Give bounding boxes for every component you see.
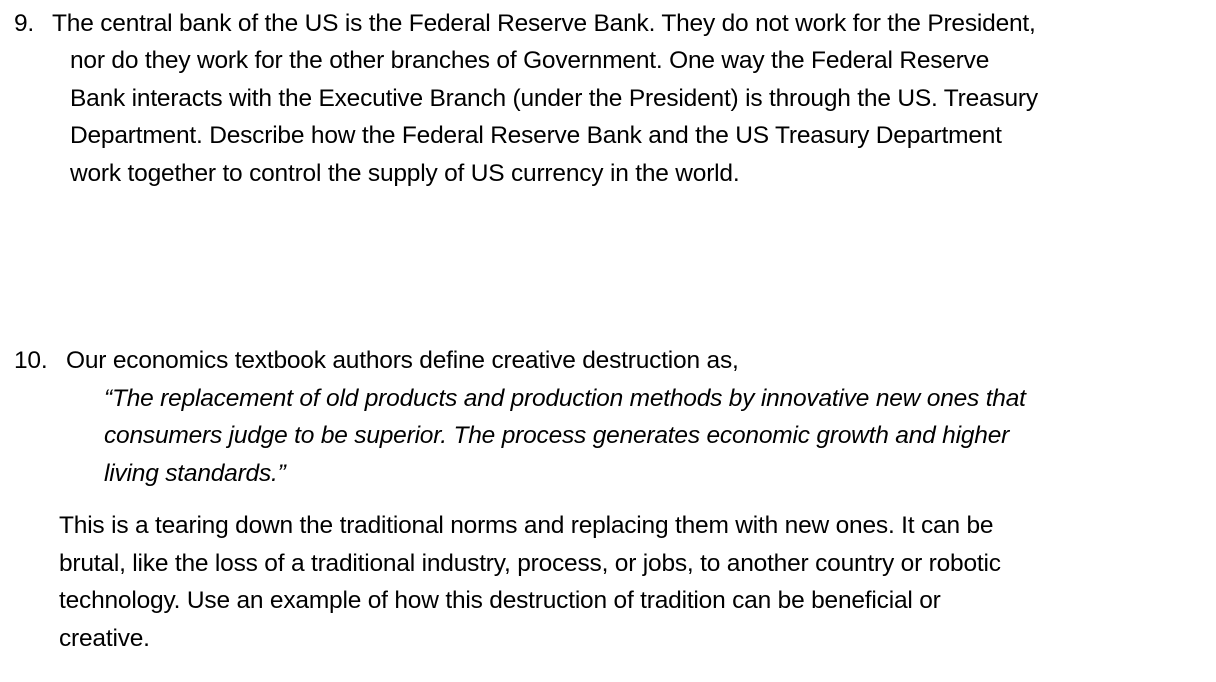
question-9-line: work together to control the supply of US currency in the world. [70,160,740,187]
question-9-line: The central bank of the US is the Federal Reserve Bank. They do not work for the President, [52,10,1036,37]
question-9-line: Bank interacts with the Executive Branch (under the President) is through the US. Treasury [70,85,1038,112]
quote-line: “The replacement of old products and production methods by innovative new ones that [104,385,1026,412]
question-10-body-line: technology. Use an example of how this destruction of tradition can be beneficial or [59,587,941,614]
quote-line: living standards.” [104,460,286,487]
question-10-body-line: This is a tearing down the traditional norms and replacing them with new ones. It can be [59,512,994,539]
question-9-line: nor do they work for the other branches of Government. One way the Federal Reserve [70,47,990,74]
question-10-intro: Our economics textbook authors define creative destruction as, [66,347,739,374]
question-9-line: Department. Describe how the Federal Reserve Bank and the US Treasury Department [70,122,1002,149]
quote-line: consumers judge to be superior. The process generates economic growth and higher [104,422,1010,449]
question-10-number: 10. [14,347,48,374]
question-10-body-line: creative. [59,625,150,652]
question-10-body-line: brutal, like the loss of a traditional industry, process, or jobs, to another country or robotic [59,550,1001,577]
question-9-number: 9. [14,10,35,37]
